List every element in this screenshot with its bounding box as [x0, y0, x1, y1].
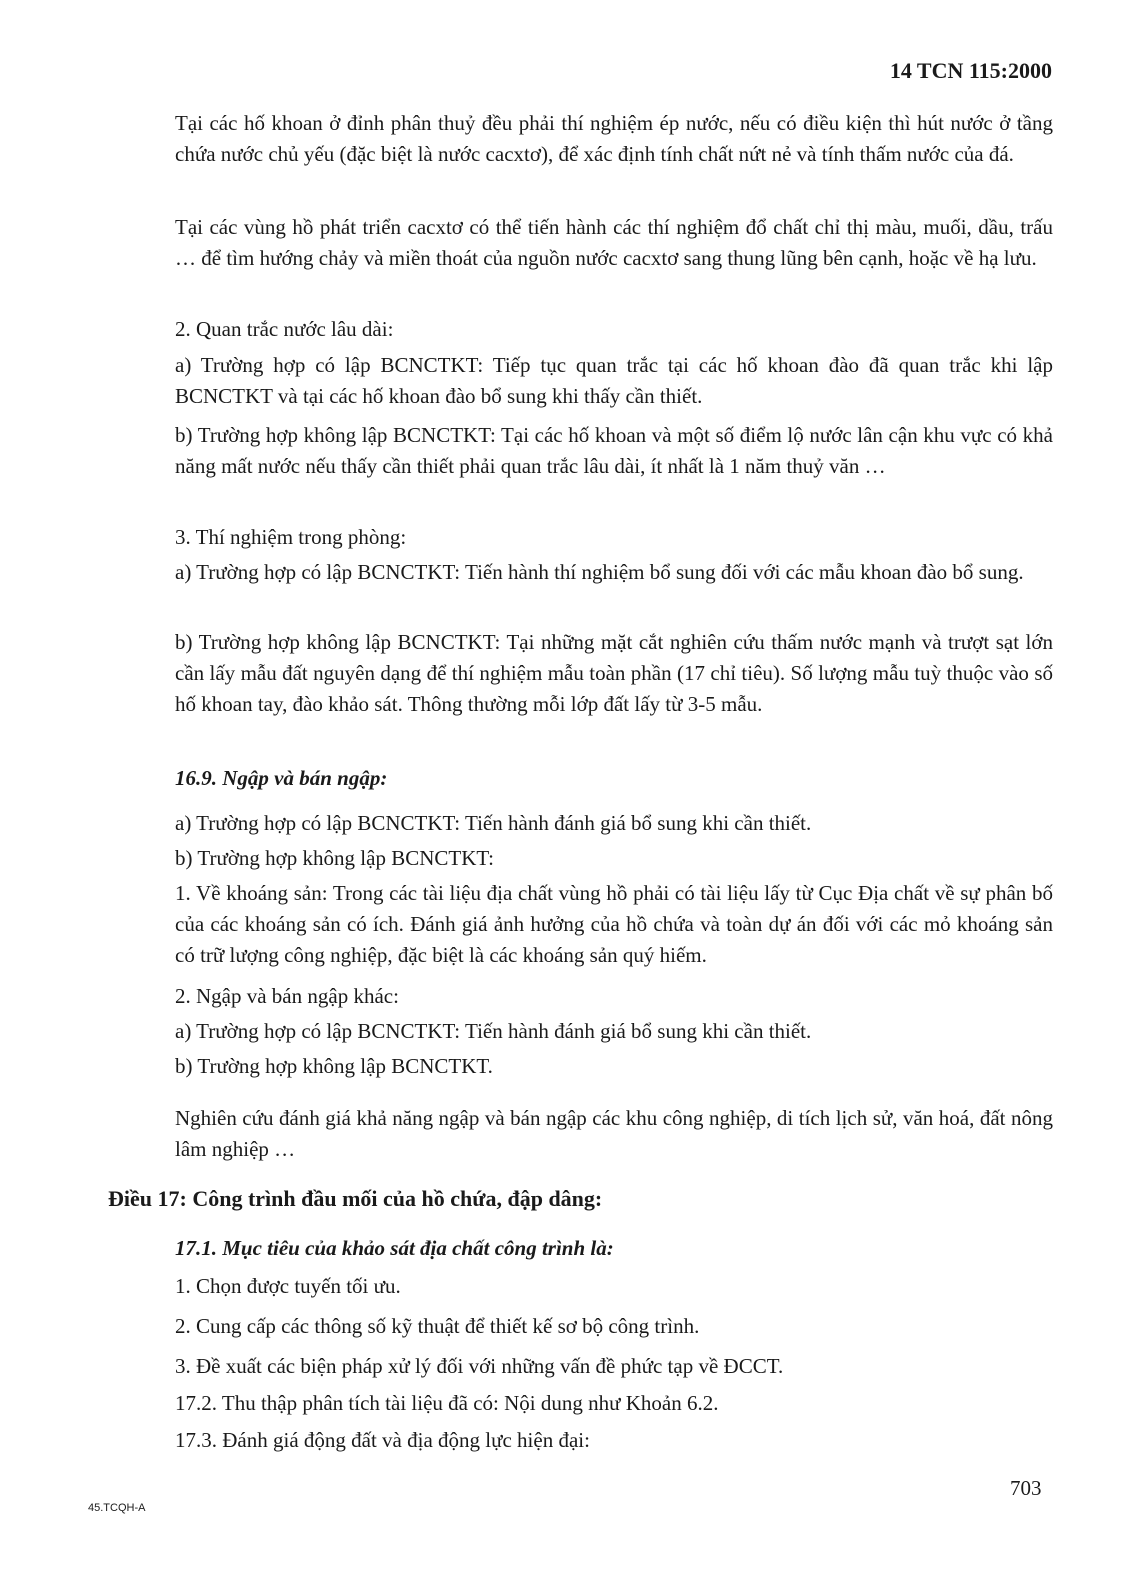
- paragraph: 1. Về khoáng sản: Trong các tài liệu địa chất vùng hồ phải có tài liệu lấy từ Cục Địa chất về sự phân bố của các khoáng sản có ích. Đánh giá ảnh hưởng của hồ chứa và toàn dự án đối với các mỏ khoáng sản có trữ lượng công nghiệp, đặc biệt là các khoáng sản quý hiếm.: [175, 881, 1053, 967]
- document-code-header: 14 TCN 115:2000: [889, 58, 1052, 83]
- section-heading: 3. Thí nghiệm trong phòng:: [175, 525, 407, 549]
- subsection-heading: 16.9. Ngập và bán ngập:: [175, 766, 388, 790]
- paragraph: a) Trường hợp có lập BCNCTKT: Tiếp tục quan trắc tại các hố khoan đào đã quan trắc khi lập BCNCTKT và tại các hố khoan đào bổ sung khi thấy cần thiết.: [175, 353, 1053, 408]
- paragraph: Tại các vùng hồ phát triển cacxtơ có thể tiến hành các thí nghiệm đổ chất chỉ thị màu, muối, dầu, trấu … để tìm hướng chảy và miền thoát của nguồn nước cacxtơ sang thung lũng bên cạnh, hoặc về hạ lưu.: [175, 215, 1053, 270]
- paragraph: a) Trường hợp có lập BCNCTKT: Tiến hành đánh giá bổ sung khi cần thiết.: [175, 811, 812, 835]
- list-item: 2. Cung cấp các thông số kỹ thuật để thiết kế sơ bộ công trình.: [175, 1314, 700, 1338]
- list-item: 1. Chọn được tuyến tối ưu.: [175, 1274, 401, 1298]
- paragraph: b) Trường hợp không lập BCNCTKT:: [175, 846, 494, 870]
- paragraph: Nghiên cứu đánh giá khả năng ngập và bán ngập các khu công nghiệp, di tích lịch sử, văn hoá, đất nông lâm nghiệp …: [175, 1106, 1053, 1161]
- paragraph: 17.2. Thu thập phân tích tài liệu đã có: Nội dung như Khoản 6.2.: [175, 1391, 719, 1415]
- paragraph: 17.3. Đánh giá động đất và địa động lực hiện đại:: [175, 1428, 590, 1452]
- list-item: 3. Đề xuất các biện pháp xử lý đối với những vấn đề phức tạp về ĐCCT.: [175, 1354, 784, 1378]
- paragraph: b) Trường hợp không lập BCNCTKT.: [175, 1054, 493, 1078]
- subsection-heading: 17.1. Mục tiêu của khảo sát địa chất công trình là:: [175, 1236, 614, 1260]
- paragraph: a) Trường hợp có lập BCNCTKT: Tiến hành thí nghiệm bổ sung đối với các mẫu khoan đào bổ sung.: [175, 560, 1024, 584]
- paragraph: b) Trường hợp không lập BCNCTKT: Tại những mặt cắt nghiên cứu thấm nước mạnh và trượt sạt lớn cần lấy mẫu đất nguyên dạng để thí nghiệm mẫu toàn phần (17 chỉ tiêu). Số lượng mẫu tuỳ thuộc vào số hố khoan tay, đào khảo sát. Thông thường mỗi lớp đất lấy từ 3-5 mẫu.: [175, 630, 1053, 716]
- section-heading: 2. Ngập và bán ngập khác:: [175, 984, 399, 1008]
- footer-code: 45.TCQH-A: [88, 1502, 146, 1514]
- paragraph: a) Trường hợp có lập BCNCTKT: Tiến hành đánh giá bổ sung khi cần thiết.: [175, 1019, 812, 1043]
- paragraph: b) Trường hợp không lập BCNCTKT: Tại các hố khoan và một số điểm lộ nước lân cận khu vực có khả năng mất nước nếu thấy cần thiết phải quan trắc lâu dài, ít nhất là 1 năm thuỷ văn …: [175, 423, 1053, 478]
- section-heading: 2. Quan trắc nước lâu dài:: [175, 317, 394, 341]
- page-number: 703: [1010, 1476, 1042, 1500]
- paragraph: Tại các hố khoan ở đỉnh phân thuỷ đều phải thí nghiệm ép nước, nếu có điều kiện thì hút nước ở tầng chứa nước chủ yếu (đặc biệt là nước cacxtơ), để xác định tính chất nứt nẻ và tính thấm nước của đá.: [175, 111, 1053, 166]
- article-heading: Điều 17: Công trình đầu mối của hồ chứa, đập dâng:: [108, 1186, 603, 1211]
